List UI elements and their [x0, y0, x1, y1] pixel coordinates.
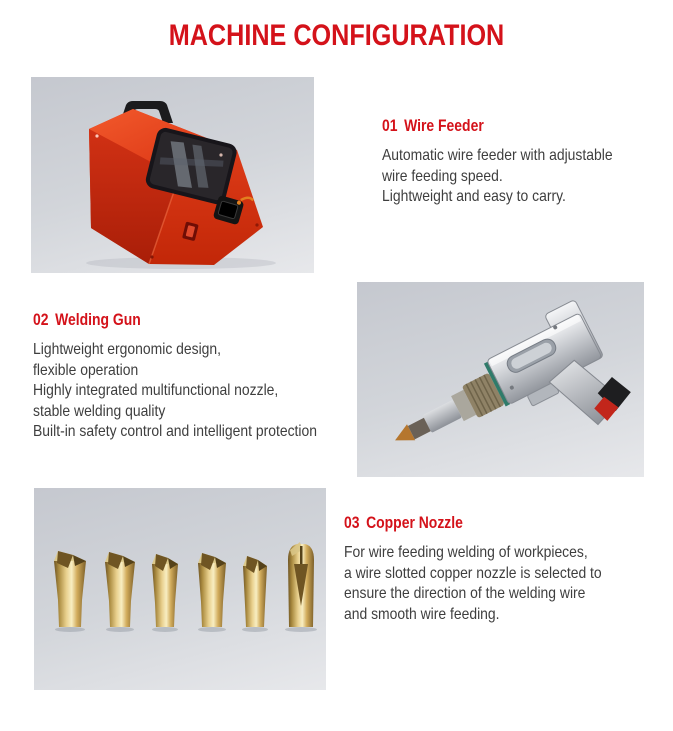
copper-nozzles-photo — [34, 488, 326, 690]
description-line: and smooth wire feeding. — [344, 605, 500, 623]
welding-gun-illustration — [357, 282, 644, 477]
description-line: Highly integrated multifunctional nozzle, — [33, 382, 279, 400]
section-title: Wire Feeder — [404, 116, 484, 135]
description-line: Lightweight ergonomic design, — [33, 341, 222, 358]
section-number: 01 — [382, 116, 398, 135]
description-line: ensure the direction of the welding wire — [344, 585, 586, 603]
wire-feeder-illustration — [31, 77, 314, 273]
section-heading-welding-gun — [33, 308, 279, 332]
description-line: stable welding quality — [33, 402, 166, 420]
description-line: flexible operation — [33, 361, 139, 379]
description-line: Built-in safety control and intelligent protection — [33, 423, 317, 441]
description-line: For wire feeding welding of workpieces, — [344, 544, 588, 561]
description-line: Lightweight and easy to carry. — [382, 188, 566, 206]
description-line: wire feeding speed. — [382, 167, 503, 185]
section-number: 02 — [33, 310, 49, 329]
section-welding-gun — [33, 308, 333, 443]
welding-gun-photo — [357, 282, 644, 477]
section-number: 03 — [344, 513, 360, 532]
section-title: Copper Nozzle — [366, 513, 463, 532]
section-copper-nozzle — [344, 511, 644, 625]
copper-nozzles-illustration — [34, 488, 326, 690]
description-line: Automatic wire feeder with adjustable — [382, 147, 613, 164]
description-line: a wire slotted copper nozzle is selected to — [344, 564, 602, 582]
wire-feeder-photo — [31, 77, 314, 273]
section-heading-copper-nozzle — [344, 511, 590, 535]
section-wire-feeder — [382, 114, 673, 208]
section-heading-wire-feeder — [382, 114, 628, 138]
section-title: Welding Gun — [55, 310, 141, 329]
page-title: MACHINE CONFIGURATION — [168, 19, 505, 52]
